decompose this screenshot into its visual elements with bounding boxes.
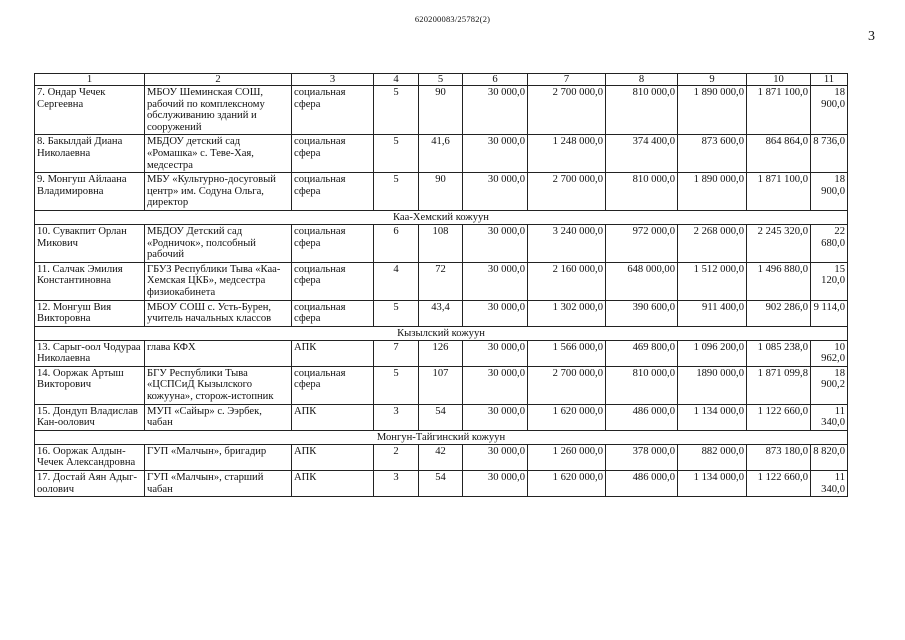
share-cell: 648 000,00 xyxy=(606,262,678,300)
value-cell: 42 xyxy=(419,444,463,470)
share-cell: 374 400,0 xyxy=(606,135,678,173)
table-row xyxy=(35,340,848,366)
total-cell: 1 248 000,0 xyxy=(528,135,606,173)
count-cell: 7 xyxy=(374,340,419,366)
federal-cell: 1 871 100,0 xyxy=(747,86,811,135)
total-cell: 1 566 000,0 xyxy=(528,340,606,366)
employer-position: МБОУ Шеминская СОШ, рабочий по комплексному обслуживанию зданий и сооружений xyxy=(145,86,292,135)
value-cell: 108 xyxy=(419,224,463,262)
regional-cell: 9 114,0 xyxy=(811,300,848,326)
regional-cell: 22 680,0 xyxy=(811,224,848,262)
regional-cell: 11 340,0 xyxy=(811,404,848,430)
employer-position: ГБУЗ Республики Тыва «Каа-Хемская ЦКБ», медсестра физиокабинета xyxy=(145,262,292,300)
column-number: 6 xyxy=(463,74,528,86)
table-row xyxy=(35,86,848,135)
value-cell: 43,4 xyxy=(419,300,463,326)
amount-cell: 1 134 000,0 xyxy=(678,404,747,430)
regional-cell: 18 900,2 xyxy=(811,366,848,404)
regional-cell: 18 900,0 xyxy=(811,173,848,211)
federal-cell: 1 122 660,0 xyxy=(747,404,811,430)
employer-position: БГУ Республики Тыва «ЦСПСиД Кызылского кожууна», сторож-истопник xyxy=(145,366,292,404)
count-cell: 6 xyxy=(374,224,419,262)
federal-cell: 1 871 099,8 xyxy=(747,366,811,404)
amount-cell: 1 890 000,0 xyxy=(678,86,747,135)
value-cell: 72 xyxy=(419,262,463,300)
count-cell: 3 xyxy=(374,471,419,497)
region-row xyxy=(35,430,848,444)
rate-cell: 30 000,0 xyxy=(463,404,528,430)
rate-cell: 30 000,0 xyxy=(463,224,528,262)
share-cell: 469 800,0 xyxy=(606,340,678,366)
employer-position: МБОУ СОШ с. Усть-Бурен, учитель начальных классов xyxy=(145,300,292,326)
table-row xyxy=(35,300,848,326)
column-number: 1 xyxy=(35,74,145,86)
sector: АПК xyxy=(292,404,374,430)
share-cell: 810 000,0 xyxy=(606,86,678,135)
recipient-name: 7. Ондар Чечек Сергеевна xyxy=(35,86,145,135)
total-cell: 2 700 000,0 xyxy=(528,173,606,211)
share-cell: 810 000,0 xyxy=(606,366,678,404)
employer-position: глава КФХ xyxy=(145,340,292,366)
regional-cell: 8 736,0 xyxy=(811,135,848,173)
sector: АПК xyxy=(292,444,374,470)
value-cell: 41,6 xyxy=(419,135,463,173)
rate-cell: 30 000,0 xyxy=(463,444,528,470)
amount-cell: 1 512 000,0 xyxy=(678,262,747,300)
federal-cell: 1 122 660,0 xyxy=(747,471,811,497)
amount-cell: 911 400,0 xyxy=(678,300,747,326)
sector: АПК xyxy=(292,340,374,366)
count-cell: 5 xyxy=(374,300,419,326)
value-cell: 107 xyxy=(419,366,463,404)
employer-position: ГУП «Малчын», бригадир xyxy=(145,444,292,470)
document-id: 620200083/25782(2) xyxy=(414,14,491,24)
share-cell: 486 000,0 xyxy=(606,404,678,430)
recipient-name: 15. Дондуп Владислав Кан-оолович xyxy=(35,404,145,430)
recipient-name: 12. Монгуш Вия Викторовна xyxy=(35,300,145,326)
column-number: 2 xyxy=(145,74,292,86)
amount-cell: 1 134 000,0 xyxy=(678,471,747,497)
amount-cell: 873 600,0 xyxy=(678,135,747,173)
sector: АПК xyxy=(292,471,374,497)
employer-position: МУП «Сайыр» с. Ээрбек, чабан xyxy=(145,404,292,430)
federal-cell: 1 871 100,0 xyxy=(747,173,811,211)
regional-cell: 11 340,0 xyxy=(811,471,848,497)
total-cell: 3 240 000,0 xyxy=(528,224,606,262)
amount-cell: 882 000,0 xyxy=(678,444,747,470)
column-number: 8 xyxy=(606,74,678,86)
federal-cell: 1 085 238,0 xyxy=(747,340,811,366)
recipient-name: 9. Монгуш Айлаана Владимировна xyxy=(35,173,145,211)
recipient-name: 10. Сувакпит Орлан Микович xyxy=(35,224,145,262)
federal-cell: 1 496 880,0 xyxy=(747,262,811,300)
count-cell: 5 xyxy=(374,135,419,173)
column-number: 9 xyxy=(678,74,747,86)
recipient-name: 14. Ооржак Артыш Викторович xyxy=(35,366,145,404)
total-cell: 1 302 000,0 xyxy=(528,300,606,326)
region-title: Каа-Хемский кожуун xyxy=(35,210,848,224)
share-cell: 972 000,0 xyxy=(606,224,678,262)
employer-position: МБУ «Культурно-досуговый центр» им. Содуна Ольга, директор xyxy=(145,173,292,211)
rate-cell: 30 000,0 xyxy=(463,366,528,404)
sector: социальная сфера xyxy=(292,300,374,326)
federal-cell: 2 245 320,0 xyxy=(747,224,811,262)
column-number: 3 xyxy=(292,74,374,86)
total-cell: 1 620 000,0 xyxy=(528,404,606,430)
count-cell: 3 xyxy=(374,404,419,430)
column-number: 5 xyxy=(419,74,463,86)
value-cell: 54 xyxy=(419,471,463,497)
share-cell: 378 000,0 xyxy=(606,444,678,470)
total-cell: 2 160 000,0 xyxy=(528,262,606,300)
recipient-name: 8. Бакылдай Диана Николаевна xyxy=(35,135,145,173)
employer-position: МБДОУ детский сад «Ромашка» с. Теве-Хая, медсестра xyxy=(145,135,292,173)
total-cell: 1 260 000,0 xyxy=(528,444,606,470)
value-cell: 54 xyxy=(419,404,463,430)
count-cell: 2 xyxy=(374,444,419,470)
column-number: 10 xyxy=(747,74,811,86)
table-row xyxy=(35,471,848,497)
federal-cell: 902 286,0 xyxy=(747,300,811,326)
value-cell: 126 xyxy=(419,340,463,366)
table-row xyxy=(35,224,848,262)
total-cell: 2 700 000,0 xyxy=(528,366,606,404)
allocation-table xyxy=(34,73,848,497)
regional-cell: 10 962,0 xyxy=(811,340,848,366)
rate-cell: 30 000,0 xyxy=(463,471,528,497)
rate-cell: 30 000,0 xyxy=(463,262,528,300)
rate-cell: 30 000,0 xyxy=(463,173,528,211)
recipient-name: 13. Сарыг-оол Чодураа Николаевна xyxy=(35,340,145,366)
regional-cell: 18 900,0 xyxy=(811,86,848,135)
recipient-name: 11. Салчак Эмилия Константиновна xyxy=(35,262,145,300)
table-row xyxy=(35,404,848,430)
table-row xyxy=(35,366,848,404)
count-cell: 4 xyxy=(374,262,419,300)
sector: социальная сфера xyxy=(292,262,374,300)
count-cell: 5 xyxy=(374,86,419,135)
share-cell: 810 000,0 xyxy=(606,173,678,211)
column-number: 11 xyxy=(811,74,848,86)
sector: социальная сфера xyxy=(292,224,374,262)
rate-cell: 30 000,0 xyxy=(463,86,528,135)
recipient-name: 17. Достай Аян Адыг-оолович xyxy=(35,471,145,497)
federal-cell: 873 180,0 xyxy=(747,444,811,470)
table-row xyxy=(35,262,848,300)
table-row xyxy=(35,444,848,470)
rate-cell: 30 000,0 xyxy=(463,135,528,173)
sector: социальная сфера xyxy=(292,173,374,211)
region-title: Монгун-Тайгинский кожуун xyxy=(35,430,848,444)
rate-cell: 30 000,0 xyxy=(463,300,528,326)
employer-position: ГУП «Малчын», старший чабан xyxy=(145,471,292,497)
share-cell: 486 000,0 xyxy=(606,471,678,497)
sector: социальная сфера xyxy=(292,135,374,173)
federal-cell: 864 864,0 xyxy=(747,135,811,173)
amount-cell: 1 096 200,0 xyxy=(678,340,747,366)
column-number: 7 xyxy=(528,74,606,86)
value-cell: 90 xyxy=(419,86,463,135)
recipient-name: 16. Ооржак Алдын-Чечек Александровна xyxy=(35,444,145,470)
share-cell: 390 600,0 xyxy=(606,300,678,326)
count-cell: 5 xyxy=(374,173,419,211)
page-number: 3 xyxy=(868,29,875,44)
regional-cell: 15 120,0 xyxy=(811,262,848,300)
amount-cell: 1 890 000,0 xyxy=(678,173,747,211)
amount-cell: 1890 000,0 xyxy=(678,366,747,404)
value-cell: 90 xyxy=(419,173,463,211)
table-row xyxy=(35,135,848,173)
count-cell: 5 xyxy=(374,366,419,404)
region-row xyxy=(35,326,848,340)
region-row xyxy=(35,210,848,224)
total-cell: 2 700 000,0 xyxy=(528,86,606,135)
rate-cell: 30 000,0 xyxy=(463,340,528,366)
sector: социальная сфера xyxy=(292,366,374,404)
column-number: 4 xyxy=(374,74,419,86)
table-row xyxy=(35,173,848,211)
sector: социальная сфера xyxy=(292,86,374,135)
table-body xyxy=(35,74,848,497)
region-title: Кызылский кожуун xyxy=(35,326,848,340)
regional-cell: 8 820,0 xyxy=(811,444,848,470)
amount-cell: 2 268 000,0 xyxy=(678,224,747,262)
employer-position: МБДОУ Детский сад «Родничок», полсобный рабочий xyxy=(145,224,292,262)
total-cell: 1 620 000,0 xyxy=(528,471,606,497)
column-number-row xyxy=(35,74,848,86)
